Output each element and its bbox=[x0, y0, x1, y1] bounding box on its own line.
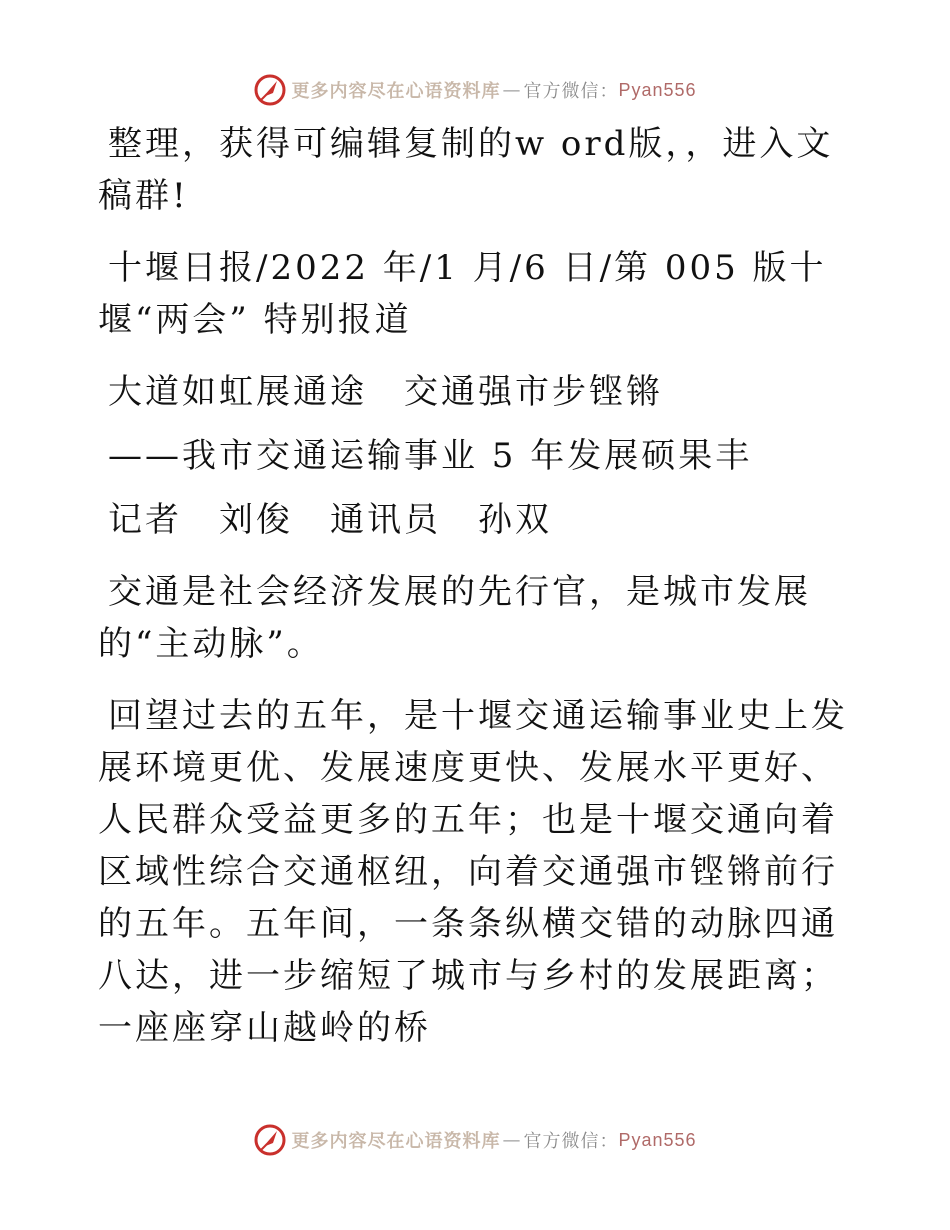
article-subtitle: ——我市交通运输事业 5 年发展硕果丰 bbox=[108, 436, 753, 476]
article-byline: 记者 刘俊 通讯员 孙双 bbox=[108, 500, 552, 540]
watermark-label: 官方微信： bbox=[523, 81, 619, 102]
watermark-dash: — bbox=[502, 1129, 522, 1151]
watermark-id: Pyan556 bbox=[618, 1129, 697, 1150]
quill-logo-icon bbox=[253, 1123, 287, 1157]
paragraph-body: 回望过去的五年，是十堰交通运输事业史上发展环境更优、发展速度更快、发展水平更好、人民群众受益更多的五年；也是十堰交通向着区域性综合交通枢纽，向着交通强市铿锵前行的五年。五年间，一条条纵横交错的动脉四通八达，进一步缩短了城市与乡村的发展距离；一座座穿山越岭的桥 bbox=[98, 696, 848, 1048]
paragraph-source: 十堰日报/2022 年/1 月/6 日/第 005 版十堰“两会” 特别报道 bbox=[98, 248, 827, 340]
watermark-dash: — bbox=[502, 79, 522, 101]
document-body bbox=[98, 118, 858, 1054]
watermark-id: Pyan556 bbox=[618, 79, 697, 100]
watermark-footer bbox=[0, 1120, 950, 1160]
paragraph-lead: 交通是社会经济发展的先行官，是城市发展的“主动脉”。 bbox=[98, 572, 811, 664]
watermark-site-text: 更多内容尽在心语资料库 bbox=[291, 81, 501, 102]
paragraph-intro: 整理，获得可编辑复制的w ord版，，进入文稿群! bbox=[98, 124, 834, 216]
watermark-header bbox=[0, 70, 950, 110]
watermark-label: 官方微信： bbox=[523, 1131, 619, 1152]
quill-logo-icon bbox=[253, 73, 287, 107]
article-title: 大道如虹展通途 交通强市步铿锵 bbox=[108, 372, 663, 412]
watermark-site-text: 更多内容尽在心语资料库 bbox=[291, 1131, 501, 1152]
